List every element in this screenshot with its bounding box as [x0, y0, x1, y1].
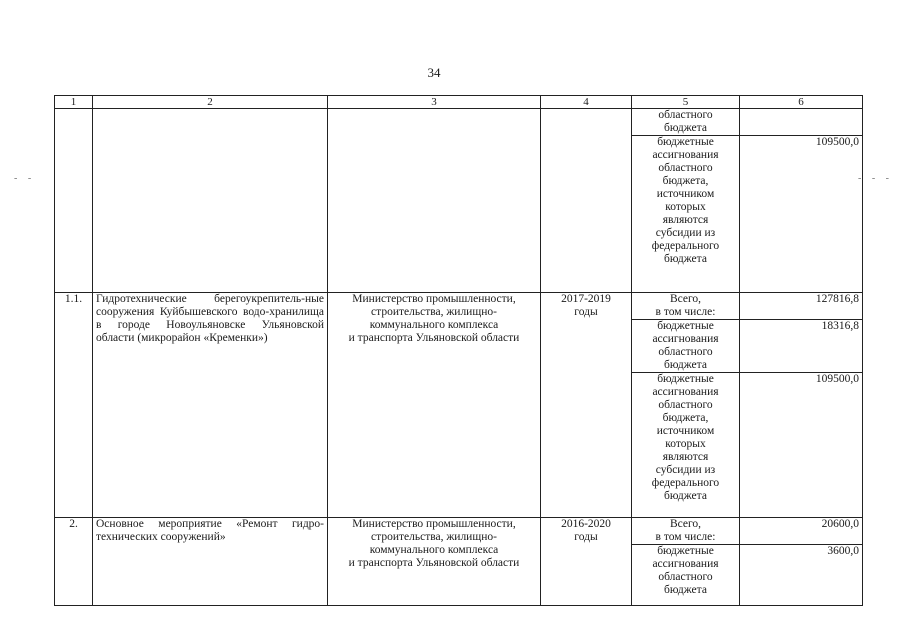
- amount: 3600,0: [740, 545, 863, 606]
- funding-source: Всего, в том числе:: [655, 293, 716, 318]
- header-cell-4: 4: [541, 96, 632, 109]
- years: 2017-2019 годы: [561, 293, 611, 318]
- funding-source: областного бюджета: [658, 109, 713, 134]
- header-row: [55, 96, 863, 109]
- header-cell-2: 2: [93, 96, 328, 109]
- amount: 20600,0: [740, 518, 863, 545]
- margin-mark-left: - -: [14, 173, 36, 184]
- margin-mark-right: - - -: [858, 173, 893, 184]
- budget-table: [54, 95, 863, 606]
- header-cell-6: 6: [740, 96, 863, 109]
- empty-cell: [93, 109, 328, 293]
- amount: 109500,0: [740, 373, 863, 518]
- item-number: 1.1.: [55, 293, 93, 518]
- header-cell-5: 5: [632, 96, 740, 109]
- funding-source: бюджетные ассигнования областного бюджета: [652, 545, 719, 596]
- item-name: Гидротехнические берегоукрепитель-ные сооружения Куйбышевского водо-хранилища в городе Новоульяновске Ульяновской области (микрорайон «Кременки»): [93, 293, 328, 518]
- executor: Министерство промышленности, строительства, жилищно- коммунального комплекса и транспорта Ульяновской области: [348, 518, 520, 569]
- amount: 18316,8: [740, 320, 863, 373]
- item-name: Основное мероприятие «Ремонт гидро-технических сооружений»: [93, 518, 328, 606]
- empty-cell: [541, 109, 632, 293]
- years: 2016-2020 годы: [561, 518, 611, 543]
- table-row: [55, 293, 863, 320]
- amount: 109500,0: [740, 136, 863, 293]
- executor: Министерство промышленности, строительства, жилищно- коммунального комплекса и транспорта Ульяновской области: [348, 293, 520, 344]
- header-cell-3: 3: [328, 96, 541, 109]
- amount: 127816,8: [740, 293, 863, 320]
- funding-source: бюджетные ассигнования областного бюджета: [652, 320, 719, 371]
- funding-source: бюджетные ассигнования областного бюджета, источником которых являются субсидии из федерального бюджета: [651, 373, 720, 502]
- funding-source: бюджетные ассигнования областного бюджета, источником которых являются субсидии из федерального бюджета: [651, 136, 720, 265]
- empty-cell: [55, 109, 93, 293]
- table-row: [55, 109, 863, 136]
- table-row: [55, 518, 863, 545]
- item-number: 2.: [55, 518, 93, 606]
- empty-cell: [328, 109, 541, 293]
- header-cell-1: 1: [55, 96, 93, 109]
- empty-cell: [740, 109, 863, 136]
- funding-source: Всего, в том числе:: [655, 518, 716, 543]
- page-number: 34: [427, 65, 441, 80]
